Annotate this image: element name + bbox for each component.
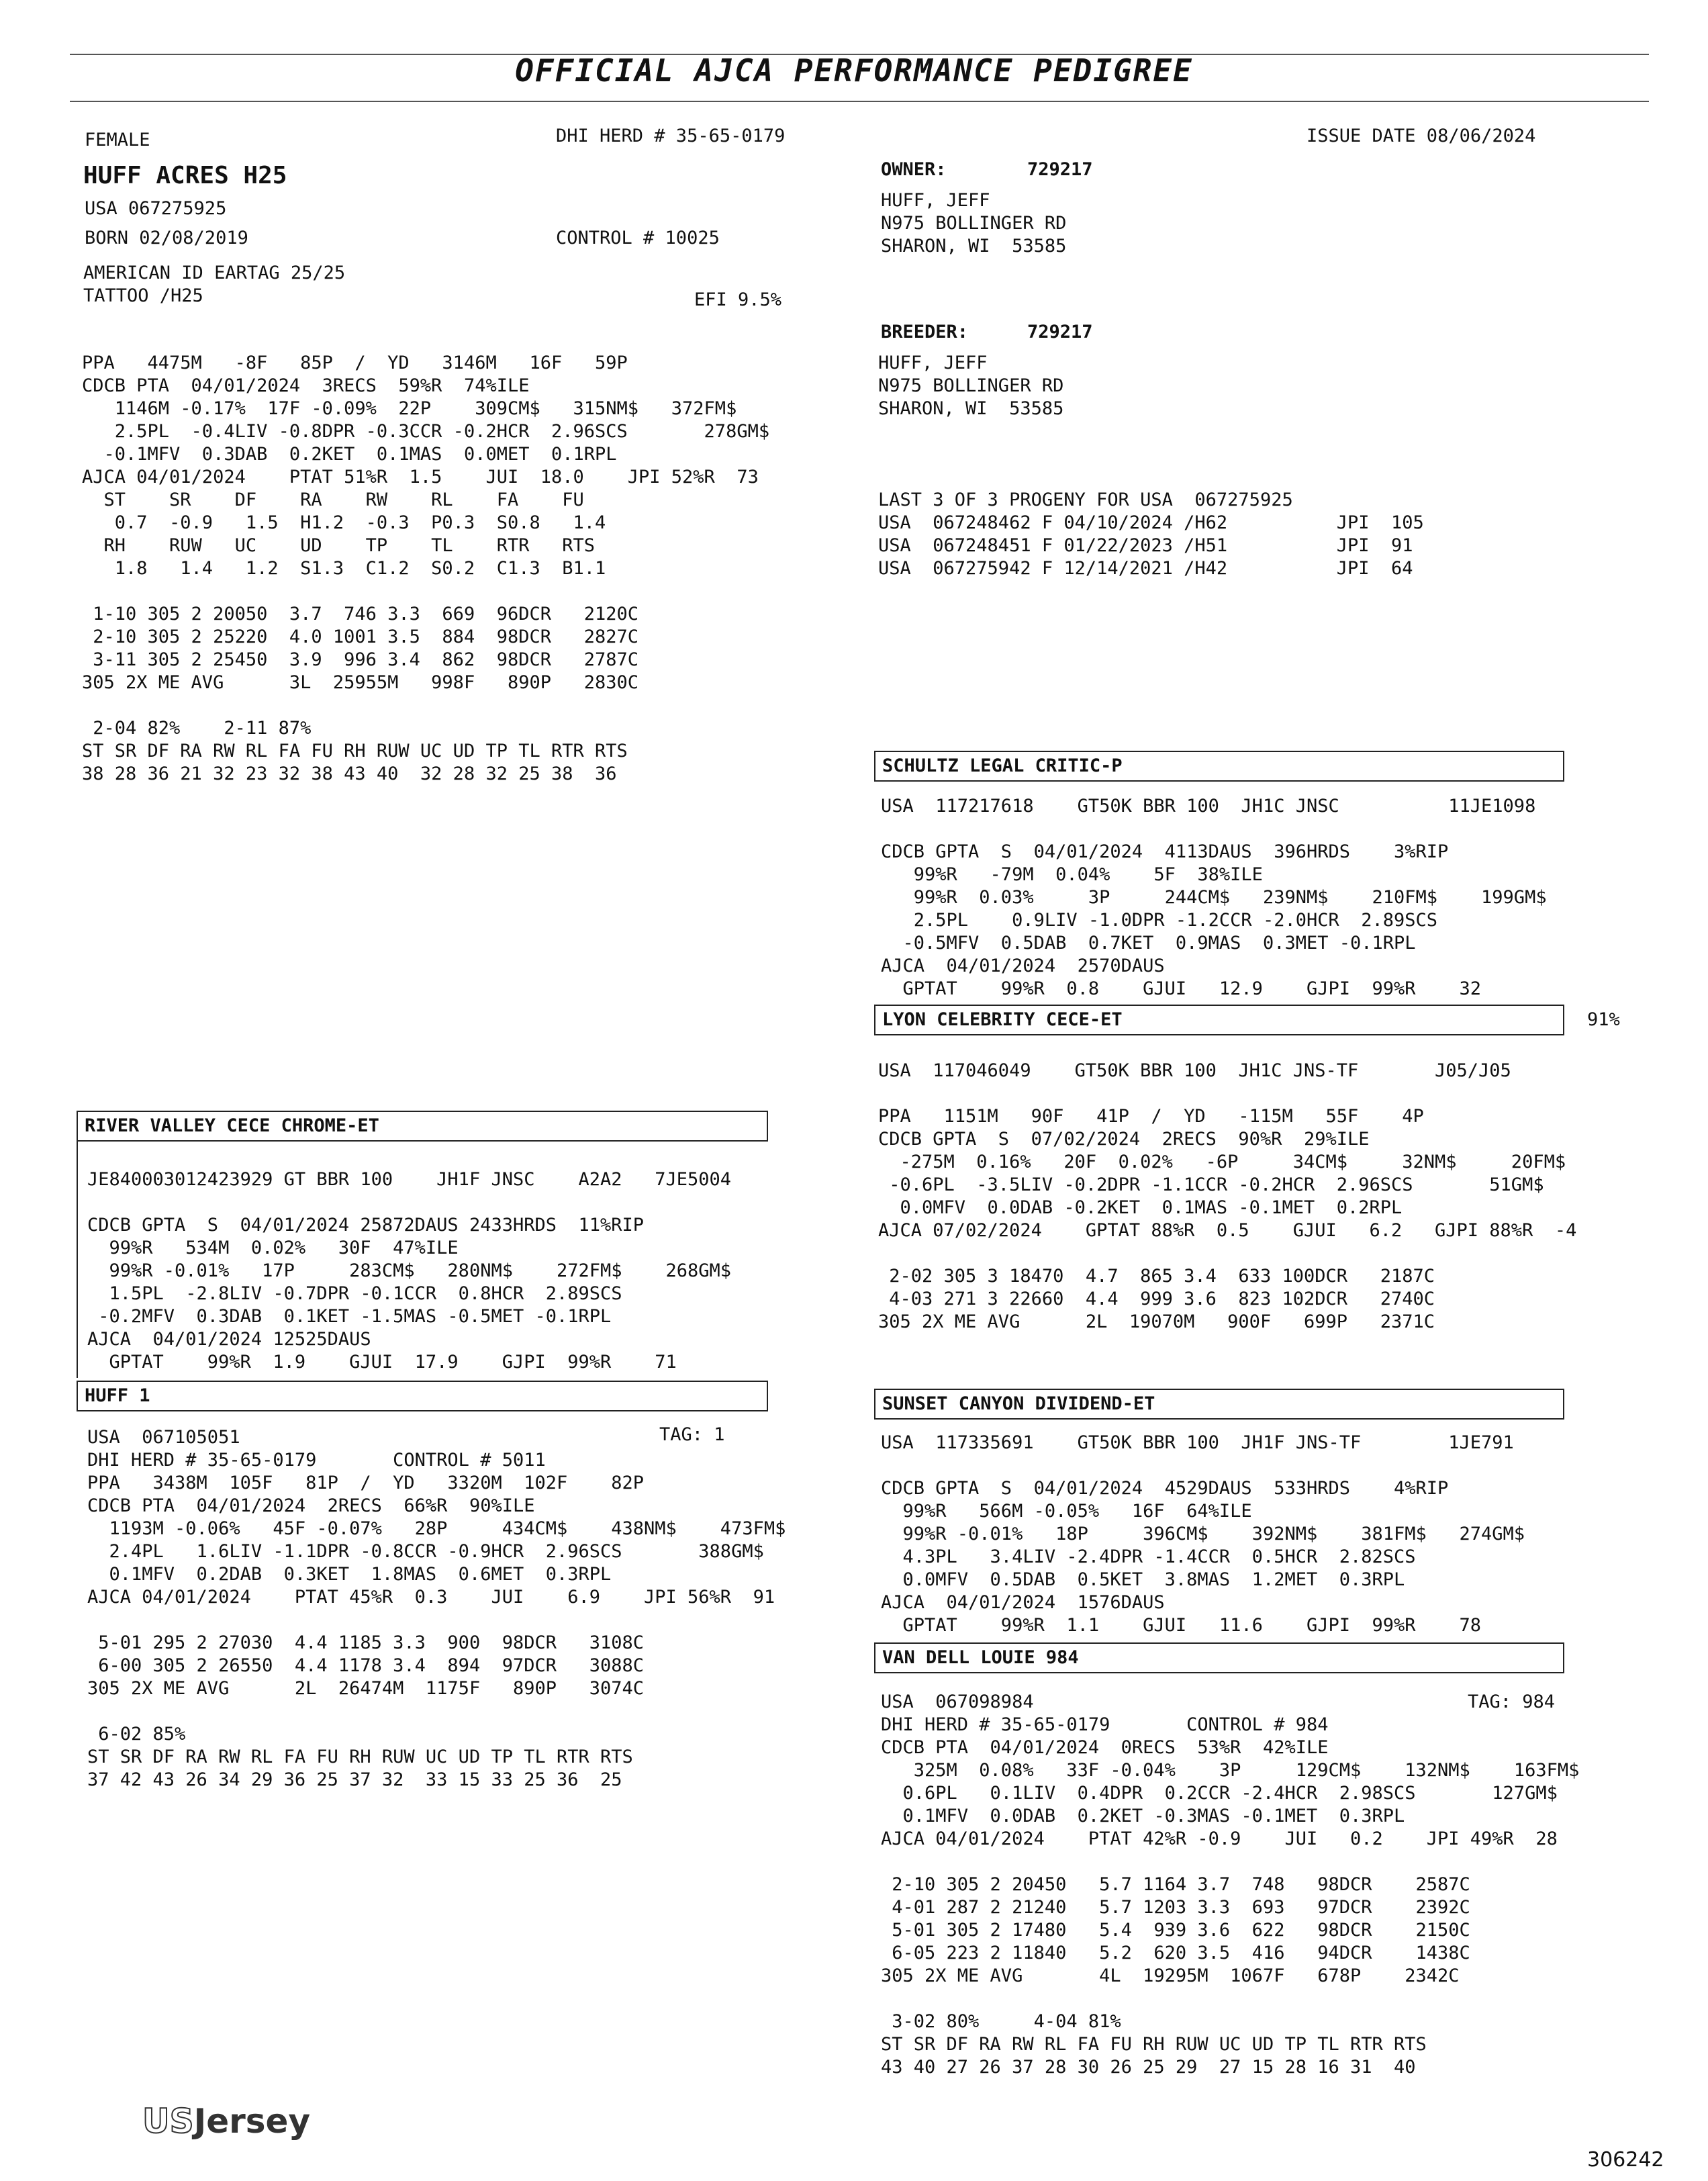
dam-evaluations: USA 067105051 DHI HERD # 35-65-0179 CONTROL # 5011 PPA 3438M 105F 81P / YD 3320M 102F 82P CDCB PTA 04/01/2024 2RECS 66%R 90%ILE 1193M -0.06% 45F -0.07% 28P 434CM$ 438NM$ 473FM$ 2.4PL 1.6LIV -1.1DPR -0.8CCR -0.9HCR 2.96SCS 388GM$ 0.1MFV 0.2DAB 0.3KET 1.8MAS 0.6MET 0.3RPL AJCA 04/01/2024 PTAT 45%R 0.3 JUI 6.9 JPI 56%R 91 5-01 295 2 27030 4.4 1185 3.3 900 98DCR 3108C 6-00 305 2 26550 4.4 1178 3.4 894 97DCR 3088C 305 2X ME AVG 2L 26474M 1175F 890P 3074C 6-02 85% ST SR DF RA RW RL FA FU RH RUW UC UD TP TL RTR RTS 37 42 43 26 34 29 36 25 37 32 33 15 33 25 36 25 [87,1427,786,1790]
dam-sire-name: SUNSET CANYON DIVIDEND-ET [874,1389,1564,1420]
dam-tag: TAG: 1 [659,1424,725,1445]
dam-name: HUFF 1 [77,1381,768,1411]
maternal-grandsire-percent: 91% [1587,1009,1620,1030]
dam-dam-tag: TAG: 984 [1468,1691,1556,1712]
dam-sire-evaluations: USA 117335691 GT50K BBR 100 JH1F JNS-TF 1JE791 CDCB GPTA S 04/01/2024 4529DAUS 533HRDS 4%RIP 99%R 566M -0.05% 16F 64%ILE 99%R -0.01% 18P 396CM$ 392NM$ 381FM$ 274GM$ 4.3PL 3.4LIV -2.4DPR -1.4CCR 0.5HCR 2.82SCS 0.0MFV 0.5DAB 0.5KET 3.8MAS 1.2MET 0.3RPL AJCA 04/01/2024 1576DAUS GPTAT 99%R 1.1 GJUI 11.6 GJPI 99%R 78 [881,1432,1525,1636]
eartag: AMERICAN ID EARTAG 25/25 [83,263,346,283]
maternal-grandsire-name: LYON CELEBRITY CECE-ET [874,1005,1564,1035]
title-underline [70,101,1649,102]
animal-name: HUFF ACRES H25 [83,162,287,189]
owner-id: 729217 [1027,159,1093,180]
usjersey-logo: USJersey [142,2102,311,2141]
tattoo: TATTOO /H25 [83,285,203,306]
breeder-address: HUFF, JEFF N975 BOLLINGER RD SHARON, WI 53585 [878,353,1064,419]
page-number: 306242 [1587,2148,1664,2172]
sire-of-dam-name: RIVER VALLEY CECE CHROME-ET [77,1111,768,1142]
animal-evaluations: PPA 4475M -8F 85P / YD 3146M 16F 59P CDCB PTA 04/01/2024 3RECS 59%R 74%ILE 1146M -0.17% 17F -0.09% 22P 309CM$ 315NM$ 372FM$ 2.5PL -0.4LIV -0.8DPR -0.3CCR -0.2HCR 2.96SCS 278GM$ -0.1MFV 0.3DAB 0.2KET 0.1MAS 0.0MET 0.1RPL AJCA 04/01/2024 PTAT 51%R 1.5 JUI 18.0 JPI 52%R 73 ST SR DF RA RW RL FA FU 0.7 -0.9 1.5 H1.2 -0.3 P0.3 S0.8 1.4 RH RUW UC UD TP TL RTR RTS 1.8 1.4 1.2 S1.3 C1.2 S0.2 C1.3 B1.1 1-10 305 2 20050 3.7 746 3.3 669 96DCR 2120C 2-10 305 2 25220 4.0 1001 3.5 884 98DCR 2827C 3-11 305 2 25450 3.9 996 3.4 862 98DCR 2787C 305 2X ME AVG 3L 25955M 998F 890P 2830C 2-04 82% 2-11 87% ST SR DF RA RW RL FA FU RH RUW UC UD TP TL RTR RTS 38 28 36 21 32 23 32 38 43 40 32 28 32 25 38 36 [82,353,770,784]
dam-dam-name: VAN DELL LOUIE 984 [874,1642,1564,1673]
breeder-id: 729217 [1027,322,1093,342]
sire-of-dam-box-edge [77,1140,78,1378]
registration-number: USA 067275925 [85,198,227,219]
sex-label: FEMALE [85,130,150,150]
owner-label: OWNER: [881,159,947,180]
issue-date: ISSUE DATE 08/06/2024 [1307,126,1536,146]
birth-date: BORN 02/08/2019 [85,228,248,248]
efi-value: EFI 9.5% [694,289,782,310]
sire-of-dam-evaluations: JE840003012423929 GT BBR 100 JH1F JNSC A2A2 7JE5004 CDCB GPTA S 04/01/2024 25872DAUS 2433HRDS 11%RIP 99%R 534M 0.02% 30F 47%ILE 99%R -0.01% 17P 283CM$ 280NM$ 272FM$ 268GM$ 1.5PL -2.8LIV -0.7DPR -0.1CCR 0.8HCR 2.89SCS -0.2MFV 0.3DAB 0.1KET -1.5MAS -0.5MET -0.1RPL AJCA 04/01/2024 12525DAUS GPTAT 99%R 1.9 GJUI 17.9 GJPI 99%R 71 [87,1169,732,1373]
dam-dam-evaluations: USA 067098984 DHI HERD # 35-65-0179 CONTROL # 984 CDCB PTA 04/01/2024 0RECS 53%R 42%ILE 325M 0.08% 33F -0.04% 3P 129CM$ 132NM$ 163FM$ 0.6PL 0.1LIV 0.4DPR 0.2CCR -2.4HCR 2.98SCS 127GM$ 0.1MFV 0.0DAB 0.2KET -0.3MAS -0.1MET 0.3RPL AJCA 04/01/2024 PTAT 42%R -0.9 JUI 0.2 JPI 49%R 28 2-10 305 2 20450 5.7 1164 3.7 748 98DCR 2587C 4-01 287 2 21240 5.7 1203 3.3 693 97DCR 2392C 5-01 305 2 17480 5.4 939 3.6 622 98DCR 2150C 6-05 223 2 11840 5.2 620 3.5 416 94DCR 1438C 305 2X ME AVG 4L 19295M 1067F 678P 2342C 3-02 80% 4-04 81% ST SR DF RA RW RL FA FU RH RUW UC UD TP TL RTR RTS 43 40 27 26 37 28 30 26 25 29 27 15 28 16 31 40 [881,1691,1580,2078]
maternal-grandsire-evaluations: USA 117046049 GT50K BBR 100 JH1C JNS-TF J05/J05 PPA 1151M 90F 41P / YD -115M 55F 4P CDCB GPTA S 07/02/2024 2RECS 90%R 29%ILE -275M 0.16% 20F 0.02% -6P 34CM$ 32NM$ 20FM$ -0.6PL -3.5LIV -0.2DPR -1.1CCR -0.2HCR 2.96SCS 51GM$ 0.0MFV 0.0DAB -0.2KET 0.1MAS -0.1MET 0.2RPL AJCA 07/02/2024 GPTAT 88%R 0.5 GJUI 6.2 GJPI 88%R -4 2-02 305 3 18470 4.7 865 3.4 633 100DCR 2187C 4-03 271 3 22660 4.4 999 3.6 823 102DCR 2740C 305 2X ME AVG 2L 19070M 900F 699P 2371C [878,1060,1577,1332]
control-number: CONTROL # 10025 [556,228,720,248]
sire-evaluations: USA 117217618 GT50K BBR 100 JH1C JNSC 11JE1098 CDCB GPTA S 04/01/2024 4113DAUS 396HRDS 3%RIP 99%R -79M 0.04% 5F 38%ILE 99%R 0.03% 3P 244CM$ 239NM$ 210FM$ 199GM$ 2.5PL 0.9LIV -1.0DPR -1.2CCR -2.0HCR 2.89SCS -0.5MFV 0.5DAB 0.7KET 0.9MAS 0.3MET -0.1RPL AJCA 04/01/2024 2570DAUS GPTAT 99%R 0.8 GJUI 12.9 GJPI 99%R 32 [881,796,1547,999]
page-title: OFFICIAL AJCA PERFORMANCE PEDIGREE [515,52,1193,89]
breeder-label: BREEDER: [881,322,969,342]
dhi-herd: DHI HERD # 35-65-0179 [556,126,786,146]
sire-name: SCHULTZ LEGAL CRITIC-P [874,751,1564,782]
progeny-list: LAST 3 OF 3 PROGENY FOR USA 067275925 USA 067248462 F 04/10/2024 /H62 JPI 105 USA 067248451 F 01/22/2023 /H51 JPI 91 USA 067275942 F 12/14/2021 /H42 JPI 64 [878,490,1424,579]
owner-address: HUFF, JEFF N975 BOLLINGER RD SHARON, WI 53585 [881,190,1067,257]
